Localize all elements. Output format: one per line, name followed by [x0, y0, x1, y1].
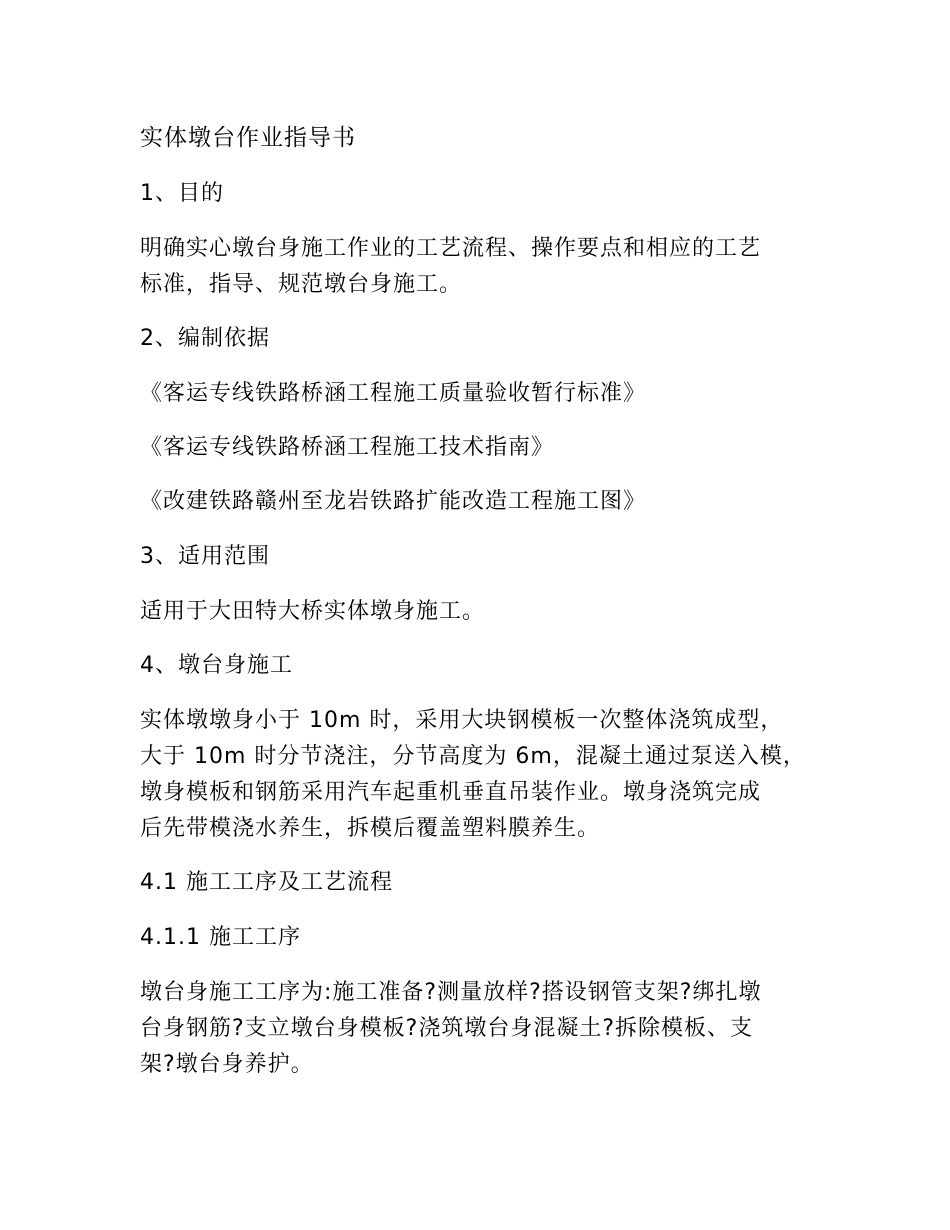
section-2-heading: 2、编制依据: [140, 326, 270, 351]
section-4-body-line-2: 大于 10m 时分节浇注，分节高度为 6m，混凝土通过泵送入模，: [140, 744, 806, 769]
section-4-body-line-1: 实体墩墩身小于 10m 时，采用大块钢模板一次整体浇筑成型，: [140, 708, 784, 733]
section-4-1-1-body-line-1: 墩台身施工工序为:施工准备?测量放样?搭设钢管支架?绑扎墩: [140, 980, 762, 1005]
section-1-heading: 1、目的: [140, 181, 224, 206]
section-1-body-line-2: 标准，指导、规范墩台身施工。: [140, 272, 463, 297]
section-4-body-line-4: 后先带模浇水养生，拆模后覆盖塑料膜养生。: [140, 816, 601, 841]
reference-3: 《改建铁路赣州至龙岩铁路扩能改造工程施工图》: [140, 489, 647, 514]
reference-1: 《客运专线铁路桥涵工程施工质量验收暂行标准》: [140, 381, 647, 406]
section-4-1-1-body-line-2: 台身钢筋?支立墩台身模板?浇筑墩台身混凝土?拆除模板、支: [140, 1016, 754, 1041]
section-1-body-line-1: 明确实心墩台身施工作业的工艺流程、操作要点和相应的工艺: [140, 236, 762, 261]
section-4-1-1-body-line-3: 架?墩台身养护。: [140, 1052, 314, 1077]
section-4-1-heading: 4.1 施工工序及工艺流程: [140, 870, 393, 895]
section-3-body: 适用于大田特大桥实体墩身施工。: [140, 599, 486, 624]
section-4-body-line-3: 墩身模板和钢筋采用汽车起重机垂直吊装作业。墩身浇筑完成: [140, 780, 762, 805]
document-title: 实体墩台作业指导书: [140, 125, 356, 151]
section-4-1-1-heading: 4.1.1 施工工序: [140, 925, 301, 950]
section-3-heading: 3、适用范围: [140, 544, 270, 569]
section-4-heading: 4、墩台身施工: [140, 653, 293, 678]
reference-2: 《客运专线铁路桥涵工程施工技术指南》: [140, 435, 555, 460]
